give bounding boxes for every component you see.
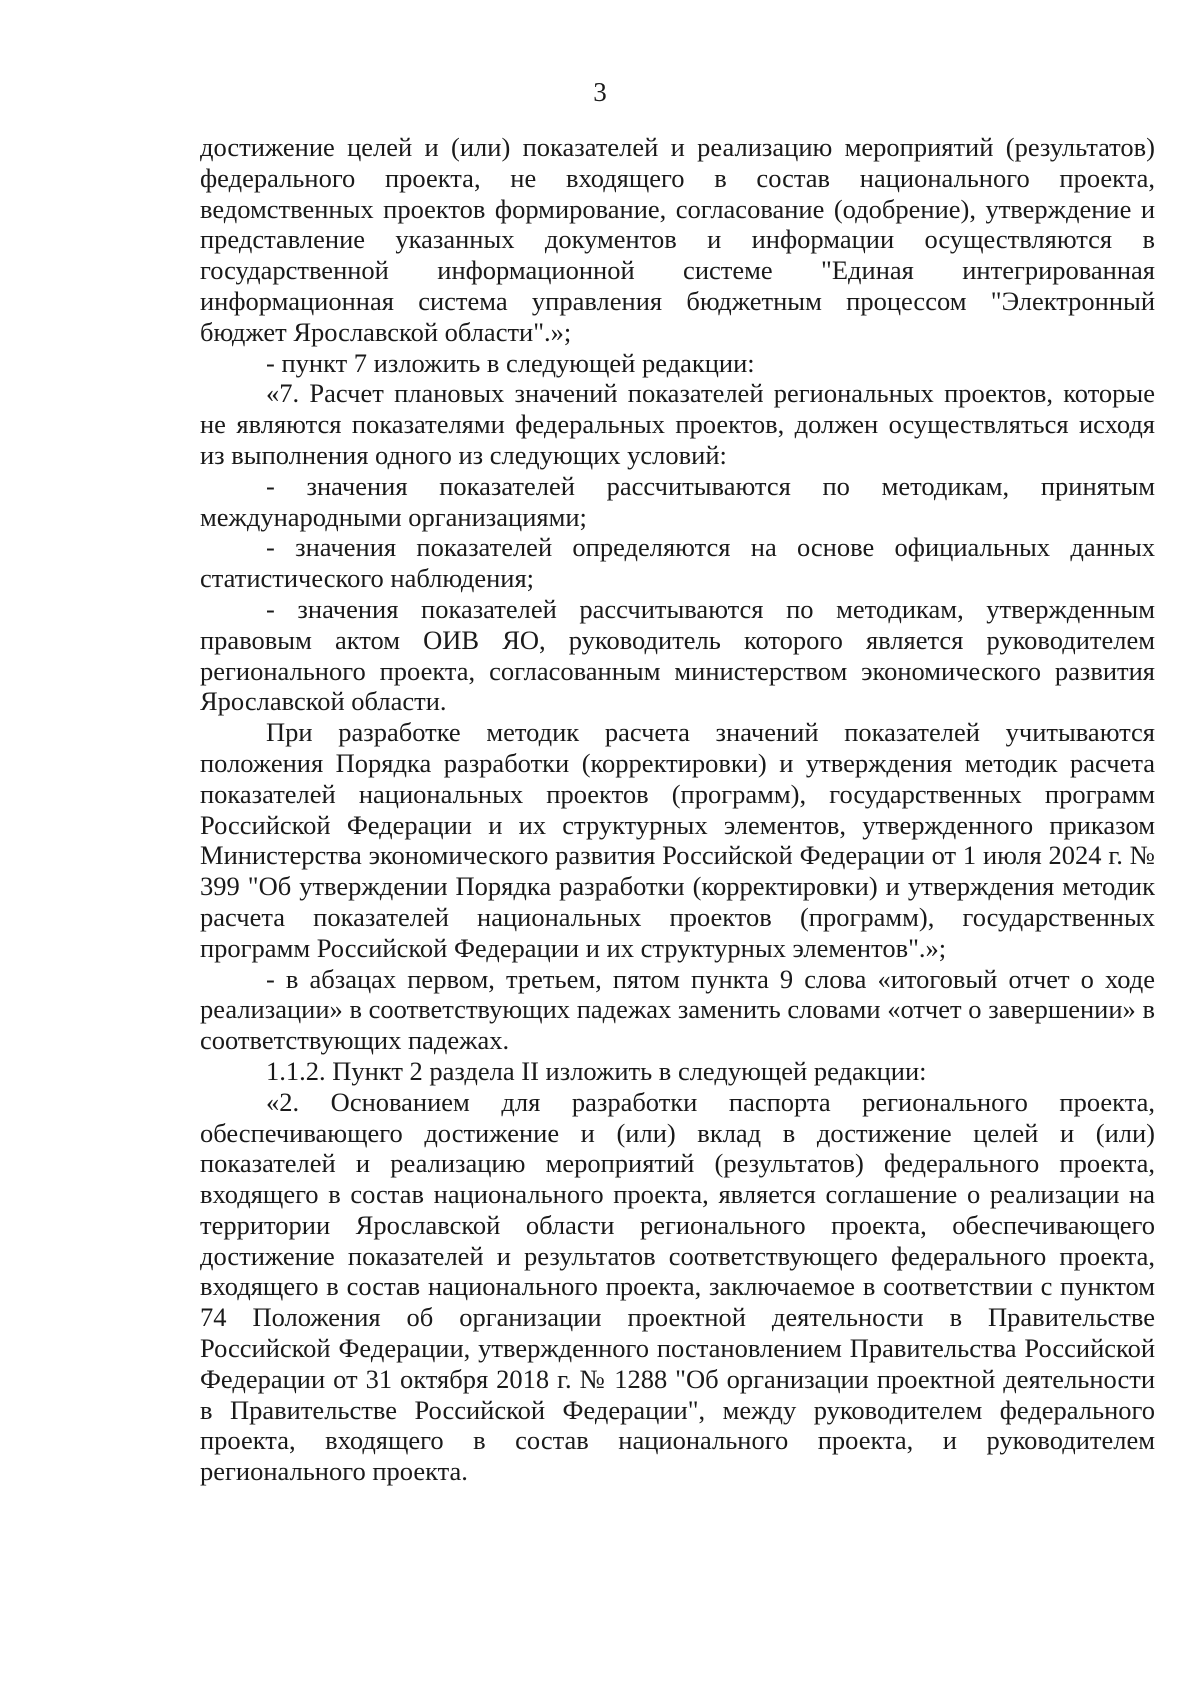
paragraph-condition-2: - значения показателей определяются на основе официальных данных статистического наблюдения; bbox=[200, 532, 1155, 594]
paragraph-methodology: При разработке методик расчета значений показателей учитываются положения Порядка разработки (корректировки) и утверждения методик расчета показателей национальных проектов (программ), государственных программ Российской Федерации и их структурных элементов, утвержденного приказом Министерства экономического развития Российской Федерации от 1 июля 2024 г. № 399 "Об утверждении Порядка разработки (корректировки) и утверждения методик расчета показателей национальных проектов (программ), государственных программ Российской Федерации и их структурных элементов".»; bbox=[200, 717, 1155, 963]
paragraph-section-1-1-2: 1.1.2. Пункт 2 раздела II изложить в следующей редакции: bbox=[266, 1055, 927, 1086]
page-number: 3 bbox=[593, 77, 607, 107]
paragraph-item-2-text: «2. Основанием для разработки паспорта регионального проекта, обеспечивающего достижение и (или) вклад в достижение целей и (или) показателей и реализацию мероприятий (результатов) федерального проекта, входящего в состав национального проекта, является соглашение о реализации на территории Ярославской области регионального проекта, обеспечивающего достижение показателей и результатов соответствующего федерального проекта, входящего в состав национального проекта, заключаемое в соответствии с пунктом 74 Положения об организации проектной деятельности в Правительстве Российской Федерации, утвержденного постановлением Правительства Российской Федерации от 31 октября 2018 г. № 1288 "Об организации проектной деятельности в Правительстве Российской Федерации", между руководителем федерального проекта, входящего в состав национального проекта, и руководителем регионального проекта. bbox=[200, 1086, 1155, 1487]
paragraph-item-9-amendment: - в абзацах первом, третьем, пятом пункта 9 слова «итоговый отчет о ходе реализации» в соответствующих падежах заменить словами «отчет о завершении» в соответствующих падежах. bbox=[200, 963, 1155, 1056]
document-body bbox=[200, 132, 1155, 1487]
paragraph-condition-3: - значения показателей рассчитываются по методикам, утвержденным правовым актом ОИВ ЯО, руководитель которого является руководителем регионального проекта, согласованным министерством экономического развития Ярославской области. bbox=[200, 593, 1155, 717]
paragraph-item-7-instruction: - пункт 7 изложить в следующей редакции: bbox=[266, 347, 755, 378]
paragraph-condition-1: - значения показателей рассчитываются по методикам, принятым международными организациями; bbox=[200, 470, 1155, 532]
paragraph-item-7-text: «7. Расчет плановых значений показателей региональных проектов, которые не являются показателями федеральных проектов, должен осуществляться исходя из выполнения одного из следующих условий: bbox=[200, 378, 1155, 470]
paragraph-continuation: достижение целей и (или) показателей и реализацию мероприятий (результатов) федерального проекта, не входящего в состав национального проекта, ведомственных проектов формирование, согласование (одобрение), утверждение и представление указанных документов и информации осуществляются в государственной информационной системе "Единая интегрированная информационная система управления бюджетным процессом "Электронный бюджет Ярославской области".»; bbox=[200, 132, 1155, 347]
